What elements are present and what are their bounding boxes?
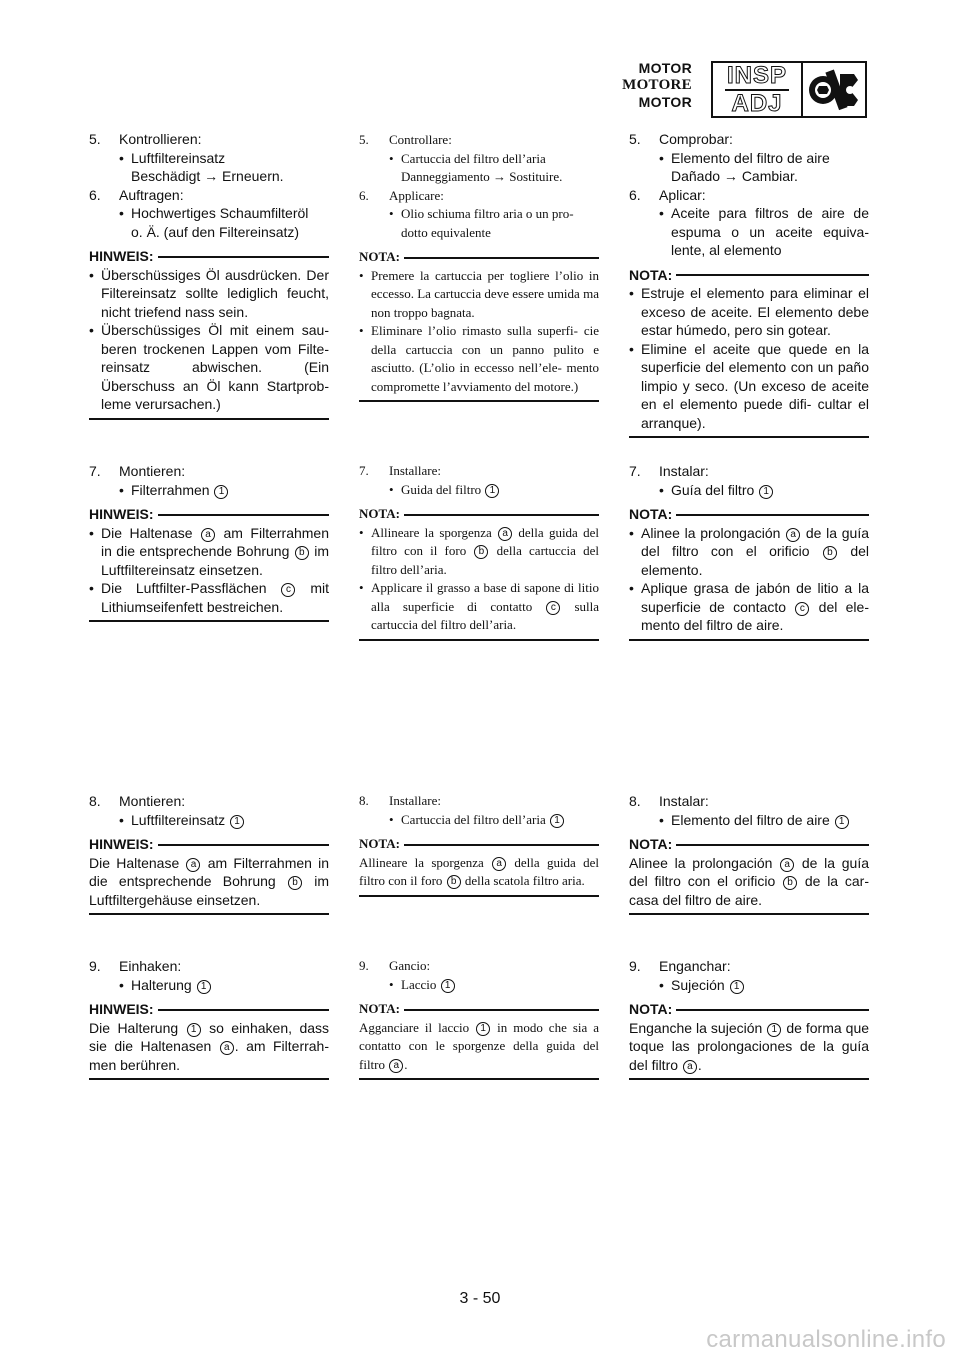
es-step-9: 9. Enganchar: • Sujeción 1 NOTA: Enganche la sujeción 1 de forma que toque las prolongaciones de la guía del filtro a .: [629, 957, 869, 1080]
de-steps-5-6: 5. Kontrollieren: • Luftfiltereinsatz Beschädigt → Erneuern. 6. Auftragen: • Hochwertiges Schaumfilteröl o. Ä. (auf den Filtereinsatz) HINWEIS: • Überschüssiges Öl ausdrücken. Der Filtereinsatz sollte lediglich feucht, nicht triefend nass sein. • Überschüssiges Öl mit einem sau- beren trockenen Lappen vom Filte- reinsatz abwischen. (Ein Überschuss an Öl kann Startprob- leme verursachen.): [89, 130, 329, 420]
watermark: carmanualsonline.info: [706, 1326, 946, 1353]
insp-adj-badge: [711, 61, 867, 118]
section-title-de: MOTOR: [638, 60, 692, 76]
page-number: 3 - 50: [459, 1290, 501, 1307]
de-step5-title: Kontrollieren:: [119, 131, 202, 147]
de-note-1: HINWEIS:: [89, 247, 329, 266]
it-step-8: 8. Installare: • Cartuccia del filtro dell’aria 1 NOTA: Allineare la sporgenza a della guida del filtro con il foro b della scatola filtro aria.: [359, 792, 599, 897]
it-step-7: 7. Installare: • Guida del filtro 1 NOTA: • Allineare la sporgenza a della guida del filtro con il foro b della cartuccia del filtro dell’aria. • Applicare il grasso a base di sapone di litio alla superficie di contatto c sulla cartuccia del filtro dell’aria.: [359, 462, 599, 641]
section-title-it: MOTORE: [622, 77, 692, 93]
de-step-9: 9. Einhaken: • Halterung 1 HINWEIS: Die Halterung 1 so einhaken, dass sie die Haltenasen a . am Filterrah- men berühren.: [89, 957, 329, 1080]
it-step-9: 9. Gancio: • Laccio 1 NOTA: Agganciare il laccio 1 in modo che sia a contatto con le sporgenze della guida del filtro a .: [359, 957, 599, 1080]
it-steps-5-6: 5. Controllare: • Cartuccia del filtro dell’aria Danneggiamento → Sostituire. 6. Applicare: • Olio schiuma filtro aria o un pro- dotto equivalente NOTA: • Premere la cartuccia per togliere l’olio in eccesso. La cartuccia deve essere umida ma non troppo bagnata. • Eliminare l’olio rimasto sulla superfi- cie della cartuccia con un panno pulito e asciutto. (L’olio in eccesso nell’ele- mento compromette l’avviamento del motore.): [359, 131, 599, 402]
section-titles: [622, 60, 692, 111]
de-step-8: 8. Montieren: • Luftfiltereinsatz 1 HINWEIS: Die Haltenase a am Filterrahmen in die entsprechende Bohrung b im Luftfiltergehäuse einsetzen.: [89, 792, 329, 915]
badge-adj: ADJ: [731, 89, 783, 117]
es-step-8: 8. Instalar: • Elemento del filtro de aire 1 NOTA: Alinee la prolongación a de la guía del filtro con el orificio b de la car- casa del filtro de aire.: [629, 792, 869, 915]
es-step-7: 7. Instalar: • Guía del filtro 1 NOTA: • Alinee la prolongación a de la guía del filtro con el orificio b del elemento. • Aplique grasa de jabón de litio a la superficie de contacto c del ele- mento del filtro de aire.: [629, 462, 869, 641]
es-steps-5-6: 5. Comprobar: • Elemento del filtro de aire Dañado → Cambiar. 6. Aplicar: • Aceite para filtros de aire de espuma o un aceite equiva- lente, al elemento NOTA: • Estruje el elemento para eliminar el exceso de aceite. El elemento debe estar húmedo, pero sin gotear. • Elimine el aceite que quede en la superficie del elemento con un paño limpio y seco. (Un exceso de aceite en el elemento puede difi- cultar el arranque).: [629, 130, 869, 438]
badge-insp: INSP: [726, 61, 787, 89]
de-step-7: 7. Montieren: • Filterrahmen 1 HINWEIS: • Die Haltenase a am Filterrahmen in die entsprechende Bohrung b im Luftfiltereinsatz einsetzen. • Die Luftfilter-Passflächen c mit Lithiumseifenfett bestreichen.: [89, 462, 329, 622]
section-title-es: MOTOR: [638, 94, 692, 110]
wrench-icon: [803, 63, 865, 116]
